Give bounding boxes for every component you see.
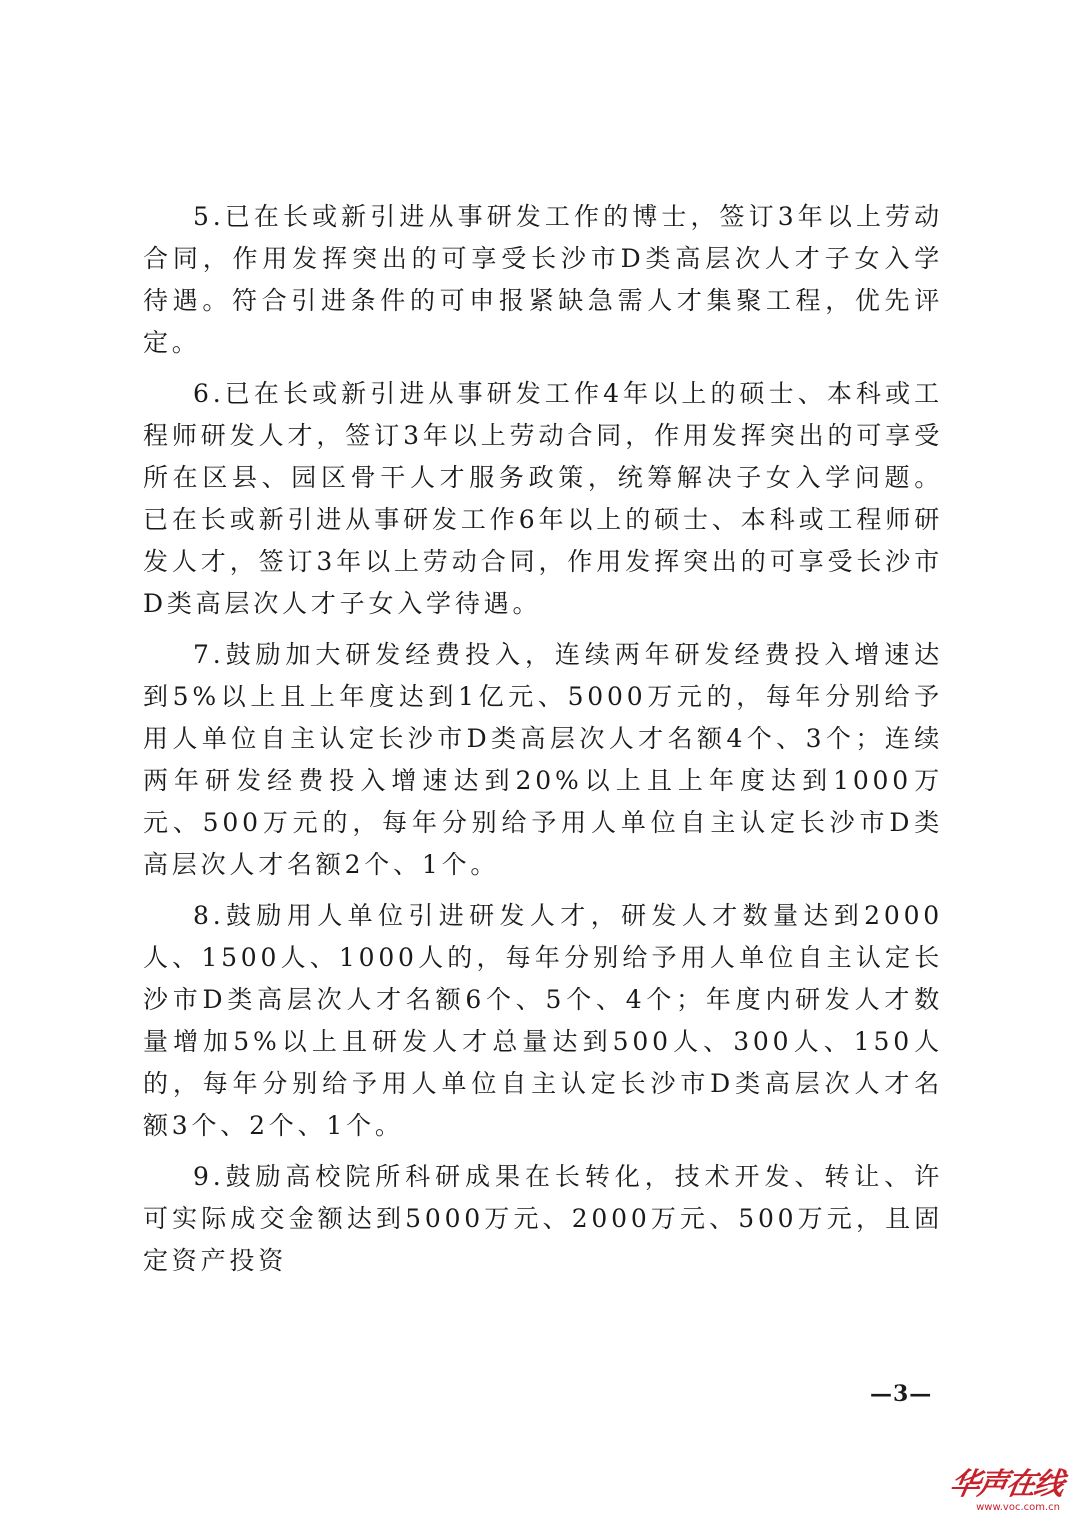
paragraph-item-8: 8.鼓励用人单位引进研发人才，研发人才数量达到2000人、1500人、1000人的，每年分别给予用人单位自主认定长沙市D类高层次人才名额6个、5个、4个；年度内研发人才数量增加5%以上且研发人才总量达到500人、300人、150人的，每年分别给予用人单位自主认定长沙市D类高层次人才名额3个、2个、1个。 (143, 901, 943, 1140)
paragraph-item-5: 5.已在长或新引进从事研发工作的博士，签订3年以上劳动合同，作用发挥突出的可享受长沙市D类高层次人才子女入学待遇。符合引进条件的可申报紧缺急需人才集聚工程，优先评定。 (143, 202, 943, 357)
document-body (143, 196, 943, 1291)
watermark-url: www.voc.com.cn (976, 1502, 1060, 1513)
page-number: —3— (870, 1381, 933, 1407)
paragraph-item-9: 9.鼓励高校院所科研成果在长转化，技术开发、转让、许可实际成交金额达到5000万元、2000万元、500万元，且固定资产投资 (143, 1162, 943, 1275)
paragraph-item-6: 6.已在长或新引进从事研发工作4年以上的硕士、本科或工程师研发人才，签订3年以上劳动合同，作用发挥突出的可享受所在区县、园区骨干人才服务政策，统筹解决子女入学问题。已在长或新引进从事研发工作6年以上的硕士、本科或工程师研发人才，签订3年以上劳动合同，作用发挥突出的可享受长沙市D类高层次人才子女入学待遇。 (143, 379, 943, 618)
watermark-logo (947, 1467, 1070, 1524)
watermark-logo-text: 华声在线 (947, 1467, 1066, 1502)
paragraph-item-7: 7.鼓励加大研发经费投入，连续两年研发经费投入增速达到5%以上且上年度达到1亿元、5000万元的，每年分别给予用人单位自主认定长沙市D类高层次人才名额4个、3个；连续两年研发经费投入增速达到20%以上且上年度达到1000万元、500万元的，每年分别给予用人单位自主认定长沙市D类高层次人才名额2个、1个。 (143, 640, 943, 879)
